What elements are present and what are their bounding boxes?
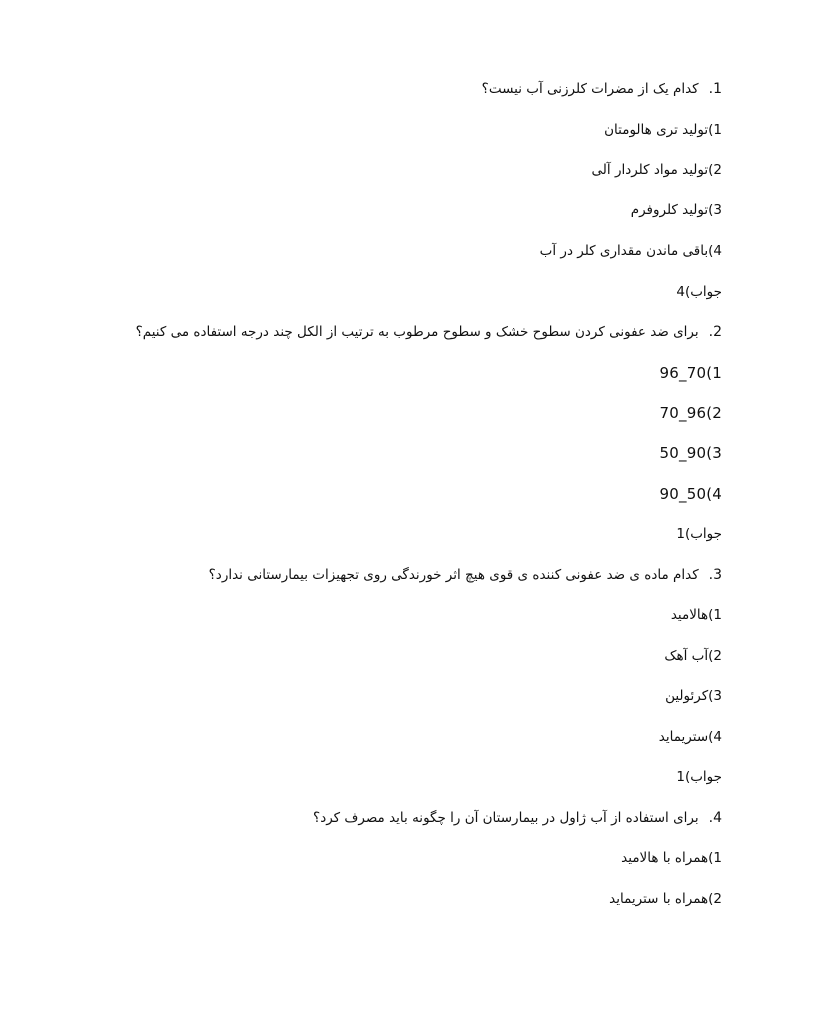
question-1 <box>482 77 722 101</box>
question-text: برای استفاده از آب ژاول در بیمارستان آن را چگونه باید مصرف کرد؟ <box>313 810 699 826</box>
question-number: 3. <box>708 567 722 583</box>
question-1-option-3: 3)تولید کلروفرم <box>630 202 722 218</box>
question-text: برای ضد عفونی کردن سطوح خشک و سطوح مرطوب به ترتیب از الکل چند درجه استفاده می کنیم؟ <box>135 324 699 340</box>
question-3 <box>209 563 722 587</box>
question-2-option-2: 70_96(2 <box>659 404 722 422</box>
question-number: 1. <box>708 81 722 97</box>
question-1-option-2: 2)تولید مواد کلردار آلی <box>591 162 722 178</box>
question-4 <box>313 806 722 830</box>
question-number: 4. <box>708 810 722 826</box>
question-text: کدام ماده ی ضد عفونی کننده ی قوی هیچ اثر خورندگی روی تجهیزات بیمارستانی ندارد؟ <box>208 567 699 583</box>
question-2-option-3: 50_90(3 <box>659 444 722 462</box>
question-number: 2. <box>708 324 722 340</box>
question-3-option-3: 3)کرئولین <box>665 688 722 704</box>
question-1-option-1: 1)تولید تری هالومتان <box>604 122 722 138</box>
question-4-option-1: 1)همراه با هالامید <box>621 850 722 866</box>
question-2-option-1: 96_70(1 <box>659 364 722 382</box>
question-2-option-4: 90_50(4 <box>659 485 722 503</box>
question-1-option-4: 4)باقی ماندن مقداری کلر در آب <box>539 243 722 259</box>
question-2 <box>136 320 722 344</box>
question-4-option-2: 2)همراه با ستریماید <box>609 891 722 907</box>
question-3-answer: جواب)1 <box>676 769 722 785</box>
question-2-answer: جواب)1 <box>676 526 722 542</box>
question-3-option-1: 1)هالامید <box>670 607 722 623</box>
question-text: کدام یک از مضرات کلرزنی آب نیست؟ <box>481 81 699 97</box>
question-1-answer: جواب)4 <box>676 284 722 300</box>
question-3-option-4: 4)ستریماید <box>658 729 722 745</box>
question-3-option-2: 2)آب آهک <box>664 648 722 664</box>
